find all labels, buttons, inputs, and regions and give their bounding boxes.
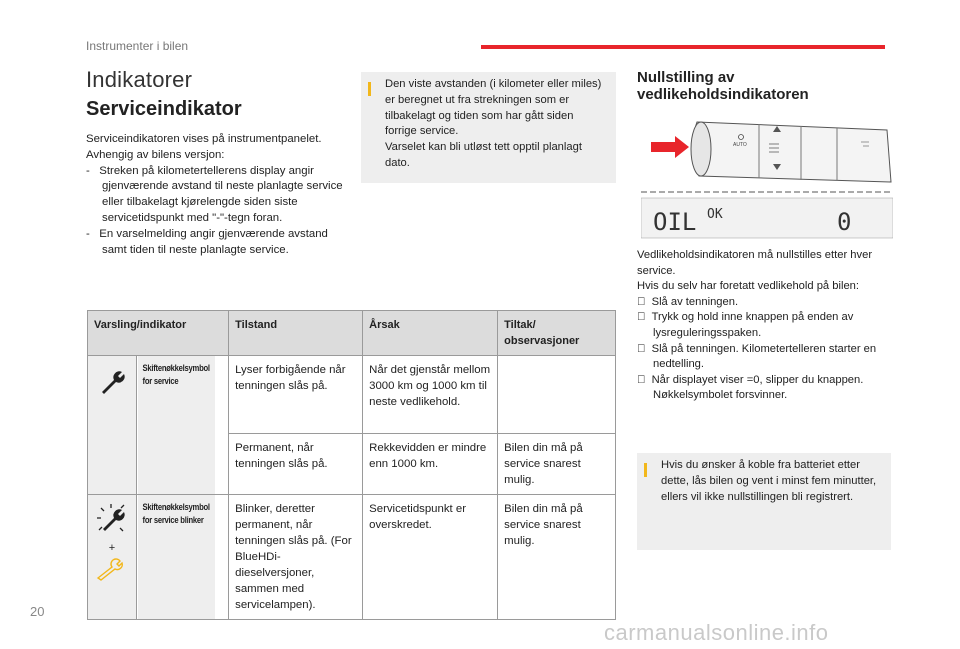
info-text: Hvis du ønsker å koble fra batteriet etter dette, lås bilen og vent i minst fem minutter, ellers vil ikke nullstillingen bli registrert. <box>661 459 877 503</box>
service-lamp-wrench-icon <box>94 558 130 582</box>
cause-cell: Servicetidspunkt er overskredet. <box>363 495 498 620</box>
watermark: carmanualsonline.info <box>604 620 829 645</box>
plus-sign: + <box>108 542 116 554</box>
table-header-row <box>88 311 616 356</box>
cause-cell: Rekkevidden er mindre enn 1000 km. <box>363 434 498 495</box>
indicator-icon-cell <box>88 356 137 495</box>
info-marker <box>644 463 647 477</box>
indicator-symbol-label: Skiftenøkkelsymbol for service blinker <box>137 495 215 620</box>
indicator-icon-cell <box>88 495 137 620</box>
state-cell: Permanent, når tenningen slås på. <box>229 434 363 495</box>
indicator-table <box>87 310 616 620</box>
header-action: Tiltak/ observasjoner <box>498 311 616 356</box>
intro-bullet: - En varselmelding angir gjenværende avstand samt tiden til neste planlagte service. <box>86 227 328 256</box>
info-box-distance <box>361 72 616 183</box>
step-item: Slå av tenningen. <box>637 295 730 308</box>
info-line: Varselet kan bli utløst tett opptil planlagt dato. <box>385 141 582 169</box>
table-row <box>88 495 616 620</box>
info-box-battery <box>637 453 891 550</box>
section-label: Instrumenter i bilen <box>86 39 189 53</box>
wrench-icon <box>97 368 127 398</box>
page-number: 20 <box>30 604 45 619</box>
intro-bullet: - Streken på kilometertellerens display angir gjenværende avstand til neste planlagte service eller tilbakelagt kjørelengde siden siste servicetidspunkt med "-"-tegn foran. <box>86 164 343 224</box>
display-ok-text: OK <box>707 207 723 222</box>
reset-title: Nullstilling av vedlikeholdsindikatoren <box>637 69 809 103</box>
header-accent-bar <box>481 45 885 49</box>
stalk-auto-label: AUTO <box>733 142 747 148</box>
table-row <box>88 356 616 434</box>
action-cell: Bilen din må på service snarest mulig. <box>498 495 616 620</box>
intro-text <box>86 132 352 258</box>
intro-line: Serviceindikatoren vises på instrumentpanelet. <box>86 133 322 145</box>
info-marker <box>368 82 371 96</box>
page-title: Indikatorer <box>86 67 193 92</box>
stalk-illustration <box>641 110 893 242</box>
wrench-blinking-icon <box>94 501 130 537</box>
section-title: Serviceindikator <box>86 98 242 120</box>
action-cell <box>498 356 616 434</box>
info-line: Den viste avstanden (i kilometer eller miles) er beregnet ut fra strekningen som er tilbakelagt og tiden som har gått siden forrige service. <box>385 78 602 138</box>
intro-line: Avhengig av bilens versjon: <box>86 148 225 161</box>
steps-intro: Hvis du selv har foretatt vedlikehold på bilen: <box>637 280 860 293</box>
indicator-symbol-label: Skiftenøkkelsymbol for service <box>137 356 215 495</box>
header-state: Tilstand <box>229 311 363 356</box>
cause-cell: Når det gjenstår mellom 3000 km og 1000 km til neste vedlikehold. <box>363 356 498 434</box>
header-cause: Årsak <box>363 311 498 356</box>
step-item: Trykk og hold inne knappen på enden av lysreguleringsspaken. <box>637 311 845 339</box>
header-indicator: Varsling/indikator <box>88 311 229 356</box>
press-arrow-icon <box>651 136 689 158</box>
state-cell: Lyser forbigående når tenningen slås på. <box>229 356 363 434</box>
stalk-drawing <box>641 110 893 242</box>
display-counter: 0 <box>837 208 852 236</box>
stalk-end-button <box>691 122 711 176</box>
action-cell: Bilen din må på service snarest mulig. <box>498 434 616 495</box>
step-item: Slå på tenningen. Kilometertelleren starter en nedtelling. <box>637 342 868 371</box>
step-item: Når displayet viser =0, slipper du knappen. Nøkkelsymbolet forsvinner. <box>637 373 855 402</box>
reset-steps <box>637 248 895 404</box>
state-cell: Blinker, deretter permanent, når tenningen slås på. (For BlueHDi-dieselversjoner, sammen med servicelampen). <box>229 495 363 620</box>
display-oil-text: OIL <box>653 208 697 236</box>
steps-intro: Vedlikeholdsindikatoren må nullstilles etter hver service. <box>637 249 873 277</box>
